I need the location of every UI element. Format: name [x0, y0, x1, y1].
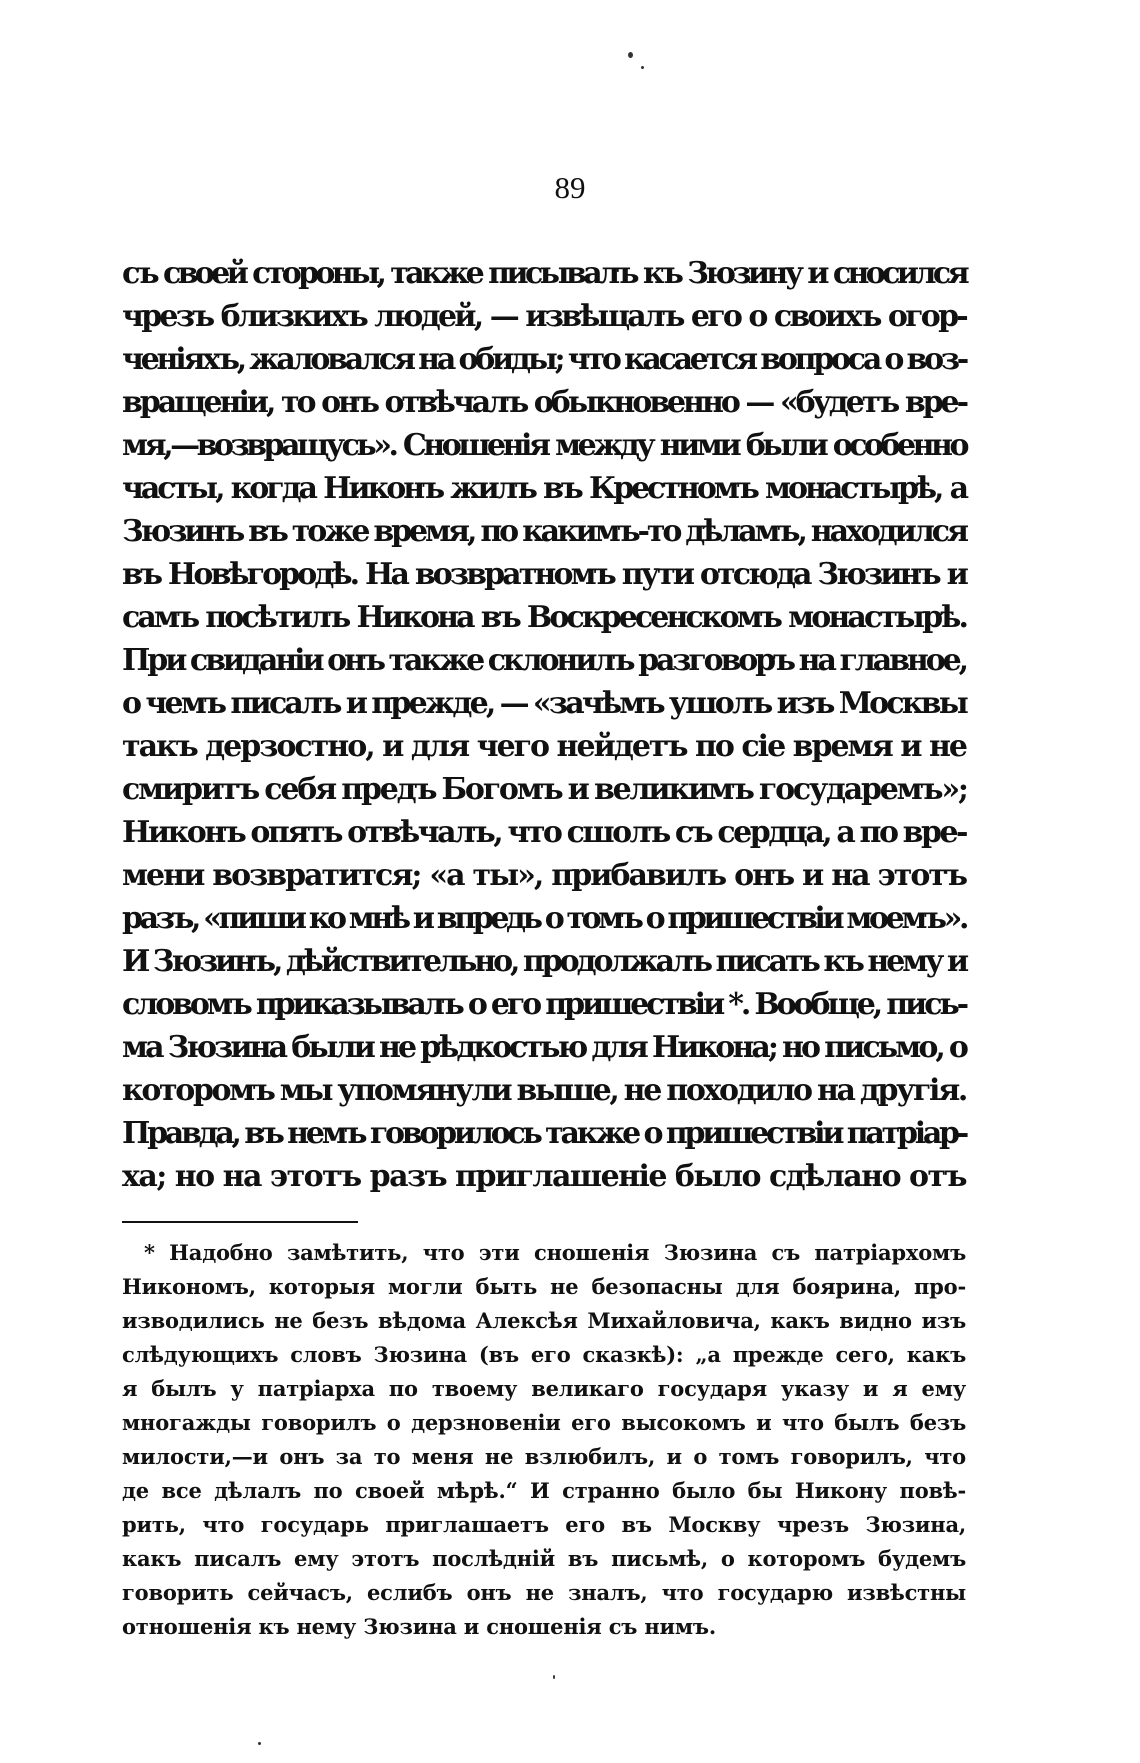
footnote-line: говорить сейчасъ, еслибъ онъ не зналъ, что государю извѣстны [122, 1580, 966, 1605]
text-line: ченіяхъ, жаловался на обиды; что касается вопроса о воз- [122, 342, 966, 377]
footnote-divider [122, 1221, 358, 1223]
text-line: И Зюзинъ, дѣйствительно, продолжалъ писать къ нему и [122, 944, 966, 979]
text-line: Никонъ опять отвѣчалъ, что сшолъ съ сердца, а по вре- [122, 815, 966, 850]
text-line: При свиданіи онъ также склонилъ разговоръ на главное, [122, 643, 966, 678]
footnote-line: отношенія къ нему Зюзина и сношенія съ нимъ. [122, 1614, 716, 1639]
text-line: въ Новѣгородѣ. На возвратномъ пути отсюда Зюзинъ и [122, 557, 966, 592]
text-line: разъ, «пиши ко мнѣ и впредь о томъ о пришествіи моемъ». [122, 901, 966, 936]
print-speck [641, 66, 644, 69]
text-line: Зюзинъ въ тоже время, по какимъ-то дѣламъ, находился [122, 514, 966, 549]
footnote-line: де все дѣлалъ по своей мѣрѣ.“ И странно было бы Никону повѣ- [122, 1478, 966, 1503]
text-line: ха; но на этотъ разъ приглашеніе было сдѣлано отъ [122, 1159, 966, 1194]
text-line: чрезъ близкихъ людей, — извѣщалъ его о своихъ огор- [122, 299, 966, 334]
footnote-line: Никономъ, которыя могли быть не безопасны для боярина, про- [122, 1274, 966, 1299]
footnote-line: * Надобно замѣтить, что эти сношенія Зюзина съ патріархомъ [144, 1240, 966, 1265]
text-line: вращеніи, то онъ отвѣчалъ обыкновенно — «будетъ вре- [122, 385, 966, 420]
text-line: которомъ мы упомянули выше, не походило на другія. [122, 1073, 966, 1108]
print-speck [553, 1675, 555, 1679]
text-line: часты, когда Никонъ жилъ въ Крестномъ монастырѣ, а [122, 471, 966, 506]
text-line: такъ дерзостно, и для чего нейдетъ по сіе время и не [122, 729, 966, 764]
text-line: Правда, въ немъ говорилось также о пришествіи патріар- [122, 1116, 966, 1151]
text-line: съ своей стороны, также писывалъ къ Зюзину и сносился [122, 256, 966, 291]
text-line: смиритъ себя предъ Богомъ и великимъ государемъ»; [122, 772, 967, 807]
print-speck [628, 52, 633, 58]
text-line: самъ посѣтилъ Никона въ Воскресенскомъ монастырѣ. [122, 600, 966, 635]
footnote-line: милости,—и онъ за то меня не взлюбилъ, и о томъ говорилъ, что [122, 1444, 966, 1469]
text-line: мени возвратится; «а ты», прибавилъ онъ и на этотъ [122, 858, 966, 893]
footnote-line: многажды говорилъ о дерзновеніи его высокомъ и что былъ безъ [122, 1410, 966, 1435]
text-line: ма Зюзина были не рѣдкостью для Никона; но письмо, о [122, 1030, 966, 1065]
footnote-line: слѣдующихъ словъ Зюзина (въ его сказкѣ): „а прежде сего, какъ [122, 1342, 966, 1367]
footnote [122, 1236, 966, 1644]
footnote-line: я былъ у патріарха по твоему великаго государя указу и я ему [122, 1376, 966, 1401]
footnote-line: изводились не безъ вѣдома Алексѣя Михайловича, какъ видно изъ [122, 1308, 966, 1333]
page-number: 89 [554, 170, 586, 205]
footnote-line: какъ писалъ ему этотъ послѣдній въ письмѣ, о которомъ будемъ [122, 1546, 966, 1571]
text-line: мя,—возвращусь». Сношенія между ними были особенно [122, 428, 966, 463]
text-line: о чемъ писалъ и прежде, — «зачѣмъ ушолъ изъ Москвы [122, 686, 966, 721]
print-speck [258, 1742, 261, 1745]
text-line: словомъ приказывалъ о его пришествіи *. Вообще, пись- [122, 987, 966, 1022]
main-text [122, 252, 966, 1198]
footnote-line: рить, что государь приглашаетъ его въ Москву чрезъ Зюзина, [122, 1512, 966, 1537]
